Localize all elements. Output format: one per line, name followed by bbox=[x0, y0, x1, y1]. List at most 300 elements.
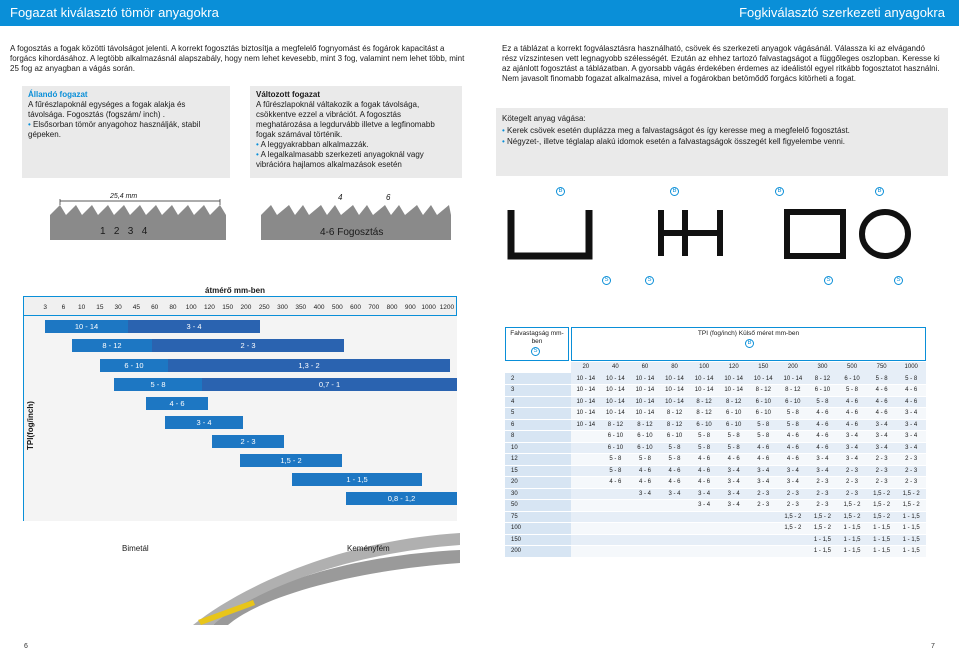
tpi-cell: 2 - 3 bbox=[778, 488, 808, 500]
wall-thickness-cell: 50 bbox=[505, 500, 571, 512]
tpi-cell: 5 - 8 bbox=[630, 454, 660, 466]
tpi-cell: 2 - 3 bbox=[896, 465, 926, 477]
table-row bbox=[505, 465, 926, 477]
diameter-6: 6 bbox=[61, 304, 66, 311]
tpi-cell bbox=[660, 511, 690, 523]
tpi-cell: 3 - 4 bbox=[748, 477, 778, 489]
symbol-b-1: B bbox=[556, 187, 565, 196]
col-header-120: 120 bbox=[728, 364, 739, 370]
tpi-cell: 1 - 1,5 bbox=[867, 546, 897, 558]
constant-bullet: • Elsősorban tömör anyagohoz használják, stabil gépeken. bbox=[28, 120, 218, 140]
tpi-cell: 4 - 6 bbox=[689, 454, 719, 466]
col-header-150: 150 bbox=[758, 364, 769, 370]
tpi-cell: 6 - 10 bbox=[719, 408, 749, 420]
table-row bbox=[505, 385, 926, 397]
tpi-cell: 5 - 8 bbox=[601, 454, 631, 466]
tpi-cell: 3 - 4 bbox=[896, 431, 926, 443]
bandsaw-blades-image bbox=[23, 525, 460, 625]
diameter-300: 300 bbox=[277, 304, 288, 311]
tpi-cell: 1,5 - 2 bbox=[837, 500, 867, 512]
bundle-item-1: • Kerek csövek esetén duplázza meg a falvastagságot és így keresse meg a megfelelő fogosztást. bbox=[502, 126, 932, 136]
symbol-s-2: S bbox=[645, 276, 654, 285]
wall-thickness-cell: 30 bbox=[505, 488, 571, 500]
tpi-cell: 5 - 8 bbox=[778, 419, 808, 431]
tpi-cell: 8 - 12 bbox=[689, 396, 719, 408]
col-header-20: 20 bbox=[582, 364, 590, 370]
tpi-cell bbox=[601, 523, 631, 535]
tpi-column-headers bbox=[571, 362, 926, 373]
tpi-cell bbox=[571, 442, 601, 454]
tpi-cell bbox=[571, 477, 601, 489]
tpi-cell: 1 - 1,5 bbox=[837, 523, 867, 535]
tpi-cell: 2 - 3 bbox=[896, 477, 926, 489]
wall-thickness-cell: 10 bbox=[505, 442, 571, 454]
bar-6-10: 6 - 10 bbox=[100, 359, 168, 372]
tpi-cell: 4 - 6 bbox=[748, 454, 778, 466]
tpi-cell: 4 - 6 bbox=[689, 477, 719, 489]
tpi-cell: 1,5 - 2 bbox=[896, 500, 926, 512]
constant-body: A fűrészlapoknál egységes a fogak alakja és távolsága. Fogosztás (fogszám/ inch) . bbox=[28, 100, 186, 119]
tpi-cell: 3 - 4 bbox=[867, 419, 897, 431]
tpi-cell bbox=[571, 523, 601, 535]
tpi-cell: 5 - 8 bbox=[778, 408, 808, 420]
symbol-s-4: S bbox=[894, 276, 903, 285]
symbol-b-3: B bbox=[775, 187, 784, 196]
wall-thickness-cell: 100 bbox=[505, 523, 571, 535]
tpi-cell: 4 - 6 bbox=[808, 442, 838, 454]
diameter-800: 800 bbox=[386, 304, 398, 311]
tpi-cell: 5 - 8 bbox=[689, 442, 719, 454]
tpi-cell: 6 - 10 bbox=[689, 419, 719, 431]
tpi-cell: 2 - 3 bbox=[867, 465, 897, 477]
tpi-cell: 3 - 4 bbox=[748, 465, 778, 477]
tpi-cell bbox=[748, 546, 778, 558]
tpi-cell: 6 - 10 bbox=[748, 408, 778, 420]
tpi-cell: 4 - 6 bbox=[808, 431, 838, 443]
tpi-cell: 1,5 - 2 bbox=[778, 511, 808, 523]
tpi-cell: 4 - 6 bbox=[601, 477, 631, 489]
tpi-cell: 1 - 1,5 bbox=[896, 534, 926, 546]
tpi-cell bbox=[571, 546, 601, 558]
header-bar bbox=[0, 0, 959, 26]
diameter-15: 15 bbox=[96, 304, 104, 311]
tpi-cell: 6 - 10 bbox=[719, 419, 749, 431]
tpi-cell: 8 - 12 bbox=[601, 419, 631, 431]
bundle-title: Kötegelt anyag vágása: bbox=[502, 114, 586, 123]
tpi-cell: 6 - 10 bbox=[660, 431, 690, 443]
blade2-n1: 4 bbox=[338, 193, 343, 202]
tpi-cell bbox=[689, 523, 719, 535]
tpi-cell: 10 - 14 bbox=[571, 396, 601, 408]
table-row bbox=[505, 546, 926, 558]
diameter-values bbox=[36, 302, 456, 313]
tpi-cell: 4 - 6 bbox=[748, 442, 778, 454]
table-row bbox=[505, 396, 926, 408]
diameter-1000: 1000 bbox=[421, 304, 436, 311]
wall-thickness-cell: 6 bbox=[505, 419, 571, 431]
tpi-cell: 10 - 14 bbox=[689, 385, 719, 397]
table-row bbox=[505, 500, 926, 512]
diameter-30: 30 bbox=[114, 304, 122, 311]
tpi-cell: 5 - 8 bbox=[896, 373, 926, 385]
symbol-b-4: B bbox=[875, 187, 884, 196]
tpi-cell: 3 - 4 bbox=[837, 431, 867, 443]
tpi-cell: 1,5 - 2 bbox=[808, 523, 838, 535]
table-row bbox=[505, 373, 926, 385]
tpi-cell: 1 - 1,5 bbox=[808, 534, 838, 546]
table-row bbox=[505, 534, 926, 546]
diameter-600: 600 bbox=[350, 304, 361, 311]
diameter-500: 500 bbox=[331, 304, 343, 311]
tpi-cell bbox=[571, 500, 601, 512]
tpi-cell: 3 - 4 bbox=[896, 442, 926, 454]
table-row bbox=[505, 408, 926, 420]
tpi-cell: 2 - 3 bbox=[808, 477, 838, 489]
tpi-cell: 3 - 4 bbox=[778, 477, 808, 489]
tpi-cell: 1 - 1,5 bbox=[867, 534, 897, 546]
tpi-cell: 2 - 3 bbox=[748, 488, 778, 500]
wall-s-symbol: S bbox=[531, 347, 540, 356]
diameter-60: 60 bbox=[151, 304, 159, 311]
wall-thickness-cell: 2 bbox=[505, 373, 571, 385]
tpi-cell: 2 - 3 bbox=[837, 488, 867, 500]
wall-thickness-cell: 75 bbox=[505, 511, 571, 523]
diameter-100: 100 bbox=[185, 304, 197, 311]
col-header-750: 750 bbox=[876, 364, 887, 370]
col-header-1000: 1000 bbox=[904, 364, 918, 370]
tpi-cell: 10 - 14 bbox=[601, 396, 631, 408]
tpi-cell: 3 - 4 bbox=[630, 488, 660, 500]
tpi-cell: 3 - 4 bbox=[867, 431, 897, 443]
tpi-cell: 1,5 - 2 bbox=[808, 511, 838, 523]
tpi-cell: 8 - 12 bbox=[660, 419, 690, 431]
tpi-cell bbox=[660, 500, 690, 512]
tpi-cell: 1 - 1,5 bbox=[837, 534, 867, 546]
constant-title: Állandó fogazat bbox=[28, 90, 88, 99]
constant-box bbox=[22, 86, 230, 178]
col-header-40: 40 bbox=[612, 364, 619, 370]
table-row bbox=[505, 477, 926, 489]
right-intro: Ez a táblázat a korrekt fogválasztásra használható, csövek és szerkezeti anyagok vágásánál. Válassza ki az elvágandó rész vízszintesen vett legnagyobb szélességét. Ezután az ehhez tartozó falvastagságot a függőleges oszlopban. Keresse ki az ajánlott fogosztást a táblázatban. A gyorsabb vágás érdekében érdemes az ideálistól egyel ritkább fogosztatot használni. Nem javasolt finomabb fogazat alkalmazása, mivel a fogárokban betömődő forgács kitörheti a fogat. bbox=[502, 44, 940, 83]
tpi-cell: 10 - 14 bbox=[601, 373, 631, 385]
tpi-cell: 6 - 10 bbox=[778, 396, 808, 408]
left-page-title: Fogazat kiválasztó tömör anyagokra bbox=[10, 5, 219, 20]
table-row bbox=[505, 523, 926, 535]
tpi-cell bbox=[601, 500, 631, 512]
wall-thickness-cell: 4 bbox=[505, 396, 571, 408]
tpi-cell: 4 - 6 bbox=[896, 385, 926, 397]
tpi-cell: 3 - 4 bbox=[837, 454, 867, 466]
diameter-3: 3 bbox=[43, 304, 47, 311]
tpi-cell: 4 - 6 bbox=[778, 442, 808, 454]
tpi-cell: 4 - 6 bbox=[837, 419, 867, 431]
wall-thickness-cell: 150 bbox=[505, 534, 571, 546]
tpi-cell: 10 - 14 bbox=[630, 385, 660, 397]
tpi-cell: 3 - 4 bbox=[808, 465, 838, 477]
tpi-cell: 4 - 6 bbox=[867, 408, 897, 420]
tpi-header-label: TPI (fog/inch) Külső méret mm-ben bbox=[697, 330, 800, 337]
tpi-cell: 3 - 4 bbox=[689, 488, 719, 500]
tpi-cell bbox=[719, 523, 749, 535]
variable-box bbox=[250, 86, 462, 178]
tpi-cell: 4 - 6 bbox=[719, 454, 749, 466]
wall-thickness-cell: 15 bbox=[505, 465, 571, 477]
tpi-cell: 4 - 6 bbox=[808, 408, 838, 420]
wall-thickness-cell: 5 bbox=[505, 408, 571, 420]
tpi-cell: 4 - 6 bbox=[689, 465, 719, 477]
tpi-cell: 10 - 14 bbox=[660, 373, 690, 385]
table-row bbox=[505, 431, 926, 443]
tpi-cell bbox=[660, 546, 690, 558]
carbide-label: Keményfém bbox=[347, 544, 390, 553]
tpi-cell: 1,5 - 2 bbox=[867, 511, 897, 523]
tpi-cell bbox=[748, 511, 778, 523]
tpi-cell: 8 - 12 bbox=[719, 396, 749, 408]
tpi-cell bbox=[571, 465, 601, 477]
tpi-cell: 1 - 1,5 bbox=[837, 546, 867, 558]
blade1-numbers: 1 2 3 4 bbox=[100, 226, 148, 237]
tpi-cell bbox=[571, 431, 601, 443]
diameter-200: 200 bbox=[240, 304, 252, 311]
tpi-cell: 2 - 3 bbox=[896, 454, 926, 466]
bar-5-8: 5 - 8 bbox=[114, 378, 202, 391]
tpi-cell: 3 - 4 bbox=[808, 454, 838, 466]
tpi-cell bbox=[630, 534, 660, 546]
tpi-cell: 5 - 8 bbox=[689, 431, 719, 443]
tpi-cell bbox=[630, 511, 660, 523]
tpi-cell: 10 - 14 bbox=[778, 373, 808, 385]
tpi-cell: 2 - 3 bbox=[837, 477, 867, 489]
tpi-cell bbox=[630, 546, 660, 558]
tpi-cell: 5 - 8 bbox=[837, 385, 867, 397]
tpi-cell: 3 - 4 bbox=[837, 442, 867, 454]
wall-thickness-label: Falvastagság mm-ben bbox=[510, 330, 564, 345]
tpi-cell: 10 - 14 bbox=[748, 373, 778, 385]
bar-10-14: 10 - 14 bbox=[45, 320, 128, 333]
blade1-dimension: 25,4 mm bbox=[110, 193, 138, 200]
tpi-cell: 10 - 14 bbox=[660, 385, 690, 397]
tpi-axis-label: TPI(fog/inch) bbox=[26, 401, 35, 450]
tpi-cell bbox=[630, 523, 660, 535]
tpi-cell: 3 - 4 bbox=[867, 442, 897, 454]
tpi-cell bbox=[601, 488, 631, 500]
tpi-cell: 4 - 6 bbox=[867, 396, 897, 408]
tpi-cell bbox=[719, 511, 749, 523]
bimetal-label: Bimetál bbox=[122, 544, 149, 553]
tpi-cell: 10 - 14 bbox=[571, 373, 601, 385]
tpi-cell: 6 - 10 bbox=[808, 385, 838, 397]
table-row bbox=[505, 488, 926, 500]
tpi-cell: 6 - 10 bbox=[630, 431, 660, 443]
tpi-cell bbox=[719, 546, 749, 558]
wall-thickness-cell: 8 bbox=[505, 431, 571, 443]
tpi-cell: 4 - 6 bbox=[660, 477, 690, 489]
tpi-cell: 10 - 14 bbox=[601, 408, 631, 420]
diameter-10: 10 bbox=[78, 304, 86, 311]
tpi-cell: 1,5 - 2 bbox=[778, 523, 808, 535]
tpi-cell: 3 - 4 bbox=[660, 488, 690, 500]
col-header-300: 300 bbox=[817, 364, 828, 370]
col-header-200: 200 bbox=[787, 364, 798, 370]
tpi-cell: 2 - 3 bbox=[867, 477, 897, 489]
tpi-cell: 10 - 14 bbox=[630, 408, 660, 420]
tpi-cell bbox=[778, 534, 808, 546]
bar-1-3-2: 1,3 - 2 bbox=[168, 359, 450, 372]
tpi-cell: 2 - 3 bbox=[808, 488, 838, 500]
wall-thickness-cell: 20 bbox=[505, 477, 571, 489]
wall-thickness-cell: 12 bbox=[505, 454, 571, 466]
tpi-cell: 1,5 - 2 bbox=[896, 488, 926, 500]
left-page-number: 6 bbox=[24, 643, 28, 650]
bar-3-4-bimetal: 3 - 4 bbox=[128, 320, 260, 333]
blade2-n2: 6 bbox=[386, 193, 391, 202]
bundle-item-2: • Négyzet-, illetve téglalap alakú idomok esetén a falvastagságok összegét kell figyelembe venni. bbox=[502, 137, 932, 147]
tpi-cell: 4 - 6 bbox=[837, 408, 867, 420]
diameter-900: 900 bbox=[404, 304, 416, 311]
tpi-cell: 2 - 3 bbox=[778, 500, 808, 512]
tpi-cell: 3 - 4 bbox=[719, 488, 749, 500]
tpi-cell bbox=[719, 534, 749, 546]
tpi-cell bbox=[748, 534, 778, 546]
tpi-cell: 1 - 1,5 bbox=[896, 523, 926, 535]
tpi-cell: 10 - 14 bbox=[630, 373, 660, 385]
tpi-cell: 2 - 3 bbox=[748, 500, 778, 512]
tpi-cell bbox=[689, 546, 719, 558]
tpi-cell: 8 - 12 bbox=[660, 408, 690, 420]
diameter-80: 80 bbox=[169, 304, 177, 311]
tpi-cell: 8 - 12 bbox=[748, 385, 778, 397]
diameter-250: 250 bbox=[258, 304, 270, 311]
tpi-cell: 4 - 6 bbox=[896, 396, 926, 408]
bar-2-3-bimetal: 2 - 3 bbox=[152, 339, 344, 352]
tpi-cell: 10 - 14 bbox=[571, 419, 601, 431]
tpi-cell: 5 - 8 bbox=[867, 373, 897, 385]
tpi-cell bbox=[660, 523, 690, 535]
tpi-cell bbox=[630, 500, 660, 512]
tpi-cell bbox=[748, 523, 778, 535]
symbol-s-3: S bbox=[824, 276, 833, 285]
tpi-cell: 5 - 8 bbox=[660, 454, 690, 466]
col-header-100: 100 bbox=[699, 364, 710, 370]
tpi-cell: 3 - 4 bbox=[778, 465, 808, 477]
right-page-title: Fogkiválasztó szerkezeti anyagokra bbox=[739, 5, 945, 20]
profile-shapes bbox=[505, 198, 915, 270]
tpi-cell: 5 - 8 bbox=[808, 396, 838, 408]
tpi-cell: 4 - 6 bbox=[837, 396, 867, 408]
tpi-cell: 10 - 14 bbox=[630, 396, 660, 408]
bar-1-1-5: 1 - 1,5 bbox=[292, 473, 422, 486]
tpi-header bbox=[571, 327, 926, 361]
tpi-table bbox=[505, 373, 926, 558]
bar-2-3: 2 - 3 bbox=[212, 435, 284, 448]
tpi-cell: 6 - 10 bbox=[601, 442, 631, 454]
tpi-cell bbox=[571, 454, 601, 466]
diameter-title: átmérő mm-ben bbox=[205, 286, 266, 295]
tpi-cell bbox=[778, 546, 808, 558]
tpi-cell: 4 - 6 bbox=[778, 431, 808, 443]
tpi-cell bbox=[689, 534, 719, 546]
variable-bullet-2: • A legalkalmasabb szerkezeti anyagoknál vagy vibrációra hajlamos alkalmazások esetén bbox=[256, 150, 452, 170]
tpi-cell: 6 - 10 bbox=[601, 431, 631, 443]
tpi-cell: 8 - 12 bbox=[808, 373, 838, 385]
tpi-cell: 4 - 6 bbox=[630, 477, 660, 489]
bar-1-5-2: 1,5 - 2 bbox=[240, 454, 342, 467]
wall-thickness-cell: 200 bbox=[505, 546, 571, 558]
bar-4-6: 4 - 6 bbox=[146, 397, 208, 410]
tpi-cell: 5 - 8 bbox=[748, 419, 778, 431]
tpi-cell: 4 - 6 bbox=[630, 465, 660, 477]
tpi-cell: 1,5 - 2 bbox=[867, 500, 897, 512]
table-row bbox=[505, 419, 926, 431]
diameter-120: 120 bbox=[204, 304, 215, 311]
tpi-cell: 6 - 10 bbox=[748, 396, 778, 408]
tpi-cell: 4 - 6 bbox=[808, 419, 838, 431]
tpi-cell bbox=[601, 534, 631, 546]
tpi-cell: 3 - 4 bbox=[896, 408, 926, 420]
tpi-cell: 1 - 1,5 bbox=[896, 511, 926, 523]
tpi-cell bbox=[571, 488, 601, 500]
bundle-box bbox=[496, 108, 948, 176]
bar-3-4: 3 - 4 bbox=[165, 416, 243, 429]
tpi-cell bbox=[601, 511, 631, 523]
diameter-150: 150 bbox=[222, 304, 234, 311]
tpi-cell: 5 - 8 bbox=[719, 431, 749, 443]
tpi-cell: 1,5 - 2 bbox=[837, 511, 867, 523]
symbol-b-2: B bbox=[670, 187, 679, 196]
bar-0-8-1-2: 0,8 - 1,2 bbox=[346, 492, 457, 505]
diameter-350: 350 bbox=[295, 304, 307, 311]
table-row bbox=[505, 442, 926, 454]
tpi-cell bbox=[571, 534, 601, 546]
tpi-cell bbox=[601, 546, 631, 558]
table-row bbox=[505, 511, 926, 523]
tpi-cell: 8 - 12 bbox=[689, 408, 719, 420]
wall-thickness-cell: 3 bbox=[505, 385, 571, 397]
diameter-45: 45 bbox=[132, 304, 141, 311]
col-header-500: 500 bbox=[847, 364, 858, 370]
tpi-cell: 3 - 4 bbox=[896, 419, 926, 431]
tpi-cell: 3 - 4 bbox=[719, 465, 749, 477]
tpi-cell: 6 - 10 bbox=[630, 442, 660, 454]
tpi-cell: 10 - 14 bbox=[719, 385, 749, 397]
tpi-cell: 4 - 6 bbox=[778, 454, 808, 466]
tpi-b-symbol: B bbox=[745, 339, 754, 348]
tpi-cell: 6 - 10 bbox=[837, 373, 867, 385]
tpi-cell: 3 - 4 bbox=[719, 477, 749, 489]
tpi-cell: 1 - 1,5 bbox=[808, 546, 838, 558]
right-page-number: 7 bbox=[931, 643, 935, 650]
diameter-1200: 1200 bbox=[439, 304, 455, 311]
tpi-cell: 3 - 4 bbox=[689, 500, 719, 512]
bar-8-12: 8 - 12 bbox=[72, 339, 152, 352]
tpi-cell bbox=[571, 511, 601, 523]
tpi-cell: 2 - 3 bbox=[837, 465, 867, 477]
tpi-cell bbox=[660, 534, 690, 546]
diameter-700: 700 bbox=[368, 304, 380, 311]
diameter-400: 400 bbox=[313, 304, 325, 311]
variable-bullet-1: • A leggyakrabban alkalmazzák. bbox=[256, 140, 452, 150]
tpi-cell: 3 - 4 bbox=[719, 500, 749, 512]
left-intro: A fogosztás a fogak közötti távolságot jelenti. A korrekt fogosztás biztosítja a megfelelő fognyomást és fogárok kapacitást a forgács kihordásához. A legtöbb alkalmazásnál alapszabály, hogy nem lehet kevesebb, mint 3 fog, valamint nem lehet több, mint 25 fog az anyagban a vágás során. bbox=[10, 44, 465, 73]
tpi-cell: 10 - 14 bbox=[719, 373, 749, 385]
col-header-80: 80 bbox=[671, 364, 678, 370]
symbol-s-1: S bbox=[602, 276, 611, 285]
bar-0-7-1: 0,7 - 1 bbox=[202, 378, 457, 391]
col-header-60: 60 bbox=[641, 364, 649, 370]
tpi-cell: 1,5 - 2 bbox=[867, 488, 897, 500]
tpi-cell: 5 - 8 bbox=[748, 431, 778, 443]
tpi-cell: 1 - 1,5 bbox=[867, 523, 897, 535]
